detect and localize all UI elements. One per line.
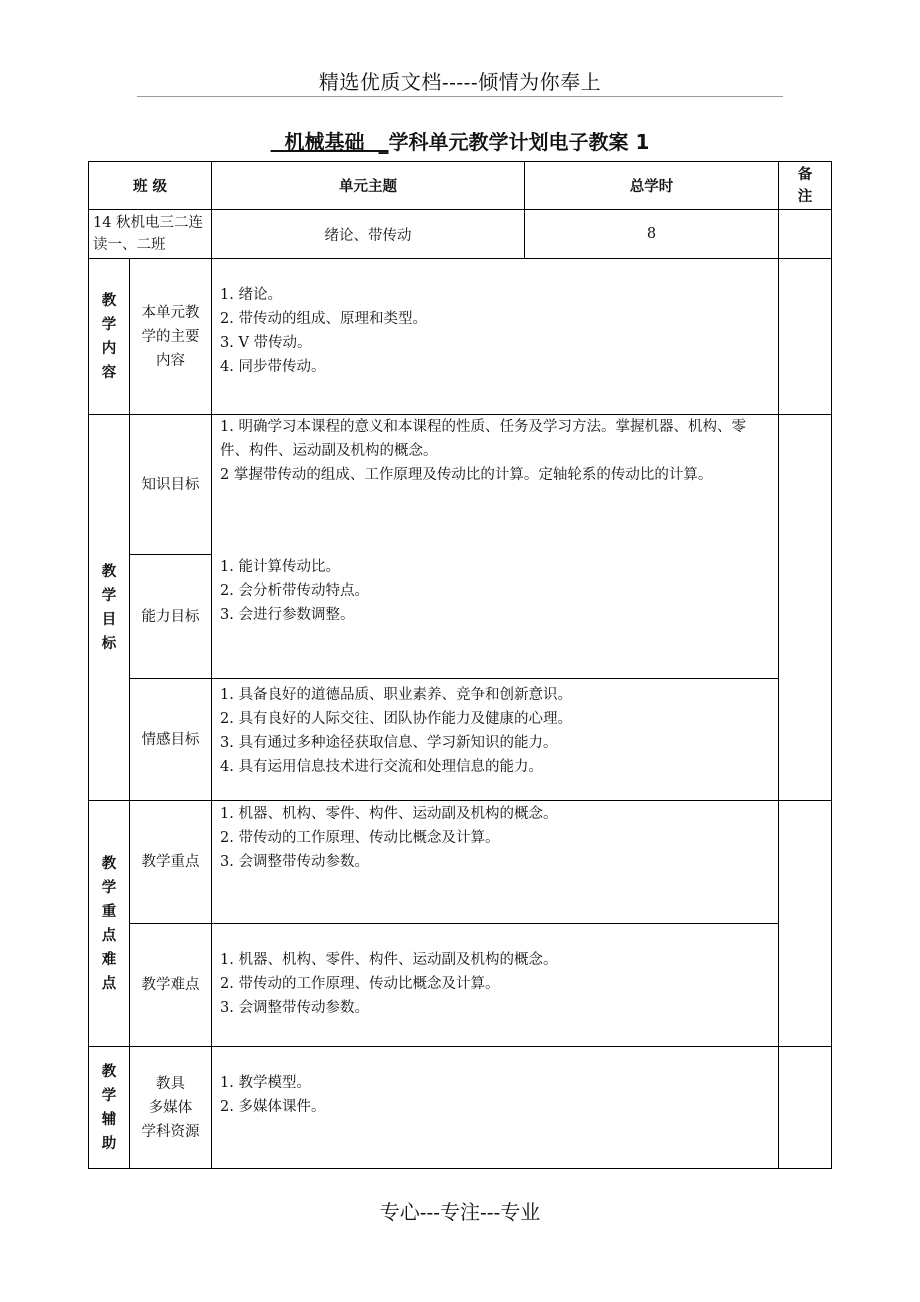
remark-header: 备注 — [779, 162, 832, 210]
teaching-content-list — [212, 259, 779, 415]
teaching-aids-group: 教学辅助 — [89, 1047, 130, 1169]
class-value: 14 秋机电三二连读一、二班 — [89, 210, 212, 259]
teaching-aids-row — [89, 1047, 832, 1169]
teaching-goals-group: 教学目标 — [89, 415, 130, 801]
aids-label-line: 多媒体 — [148, 1099, 193, 1116]
list-item: 4. 具有运用信息技术进行交流和处理信息的能力。 — [220, 759, 543, 775]
list-item: 2. 带传动的组成、原理和类型。 — [220, 311, 427, 327]
teaching-content-label: 本单元教学的主要内容 — [130, 259, 212, 415]
key-points-group: 教学重点难点 — [89, 801, 130, 1047]
key-point-label: 教学重点 — [130, 801, 212, 924]
difficulty-row — [89, 924, 832, 1047]
topic-header: 单元主题 — [212, 162, 525, 210]
list-item: 3. V 带传动。 — [220, 335, 312, 351]
knowledge-goal-label: 知识目标 — [130, 415, 212, 555]
list-item: 1. 绪论。 — [220, 287, 282, 303]
class-header: 班 级 — [89, 162, 212, 210]
key-point-row — [89, 801, 832, 924]
ability-goal-list — [220, 555, 772, 627]
hours-header: 总学时 — [525, 162, 779, 210]
lesson-plan-table — [88, 161, 832, 1169]
knowledge-ability-content — [212, 415, 779, 679]
list-item: 1. 具备良好的道德品质、职业素养、竞争和创新意识。 — [220, 687, 572, 703]
list-item: 2. 会分析带传动特点。 — [220, 583, 369, 599]
page-footer: 专心---专注---专业 — [379, 1200, 541, 1224]
list-item: 3. 具有通过多种途径获取信息、学习新知识的能力。 — [220, 735, 558, 751]
teaching-content-row — [89, 259, 832, 415]
emotion-goal-row — [89, 679, 832, 801]
list-item: 1. 明确学习本课程的意义和本课程的性质、任务及学习方法。掌握机器、机构、零件、构件、运动副及机构的概念。 — [220, 419, 746, 459]
list-item: 1. 能计算传动比。 — [220, 559, 340, 575]
list-item: 1. 机器、机构、零件、构件、运动副及机构的概念。 — [220, 806, 558, 822]
title-underline: _ — [378, 130, 389, 154]
aids-label-line: 教具 — [156, 1075, 185, 1092]
list-item: 4. 同步带传动。 — [220, 359, 326, 375]
title-rest: 学科单元教学计划电子教案 1 — [388, 130, 650, 154]
list-item: 1. 教学模型。 — [220, 1075, 311, 1091]
difficulty-list — [212, 924, 779, 1047]
list-item: 3. 会进行参数调整。 — [220, 607, 355, 623]
key-point-list — [212, 801, 779, 924]
class-info-row — [89, 210, 832, 259]
table-header-row — [89, 162, 832, 210]
remark-cell — [779, 415, 832, 801]
remark-cell — [779, 210, 832, 259]
remark-cell — [779, 259, 832, 415]
teaching-aids-label — [130, 1047, 212, 1169]
list-item: 2. 多媒体课件。 — [220, 1099, 326, 1115]
list-item: 2. 具有良好的人际交往、团队协作能力及健康的心理。 — [220, 711, 572, 727]
knowledge-goal-list — [220, 415, 772, 555]
topic-value: 绪论、带传动 — [212, 210, 525, 259]
list-item: 3. 会调整带传动参数。 — [220, 1000, 369, 1016]
difficulty-label: 教学难点 — [130, 924, 212, 1047]
header-divider — [137, 96, 783, 97]
aids-label-line: 学科资源 — [141, 1123, 200, 1140]
list-item: 3. 会调整带传动参数。 — [220, 854, 369, 870]
remark-cell — [779, 1047, 832, 1169]
page-header: 精选优质文档-----倾情为你奉上 — [318, 70, 602, 94]
knowledge-goal-row — [89, 415, 832, 555]
emotion-goal-label: 情感目标 — [130, 679, 212, 801]
emotion-goal-list — [212, 679, 779, 801]
remark-cell — [779, 801, 832, 1047]
hours-value: 8 — [525, 210, 779, 259]
teaching-aids-list — [212, 1047, 779, 1169]
ability-goal-label: 能力目标 — [130, 555, 212, 679]
list-item: 2. 带传动的工作原理、传动比概念及计算。 — [220, 976, 500, 992]
title-subject: 机械基础 — [270, 130, 379, 154]
document-title — [0, 126, 920, 155]
teaching-content-group: 教学内容 — [89, 259, 130, 415]
list-item: 1. 机器、机构、零件、构件、运动副及机构的概念。 — [220, 952, 558, 968]
list-item: 2 掌握带传动的组成、工作原理及传动比的计算。定轴轮系的传动比的计算。 — [220, 467, 713, 483]
list-item: 2. 带传动的工作原理、传动比概念及计算。 — [220, 830, 500, 846]
